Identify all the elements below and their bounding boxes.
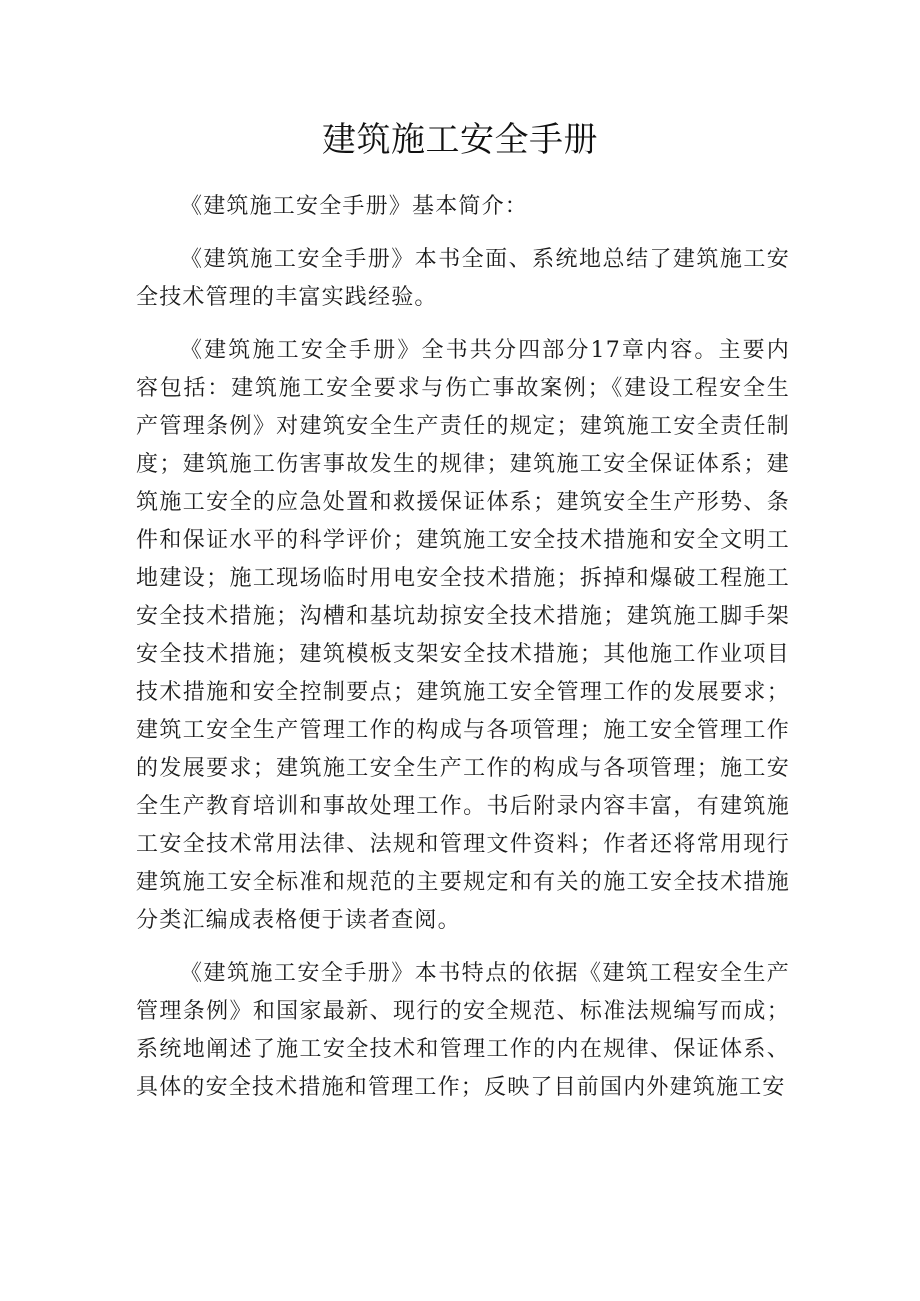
document-title: 建筑施工安全手册 bbox=[322, 120, 598, 160]
contents-paragraph: 《建筑施工安全手册》全书共分四部分17章内容。主要内容包括：建筑施工安全要求与伤亡事故案例；《建设工程安全生产管理条例》对建筑安全生产责任的规定；建筑施工安全责任制度；建筑施工伤害事故发生的规律；建筑施工安全保证体系；建筑施工安全的应急处置和救援保证体系；建筑安全生产形势、条件和保证水平的科学评价；建筑施工安全技术措施和安全文明工地建设；施工现场临时用电安全技术措施；拆掉和爆破工程施工安全技术措施；沟槽和基坑劫掠安全技术措施；建筑施工脚手架安全技术措施；建筑模板支架安全技术措施；其他施工作业项目技术措施和安全控制要点；建筑施工安全管理工作的发展要求；建筑工安全生产管理工作的构成与各项管理；施工安全管理工作的发展要求；建筑施工安全生产工作的构成与各项管理；施工安全生产教育培训和事故处理工作。书后附录内容丰富，有建筑施工安全技术常用法律、法规和管理文件资料；作者还将常用现行建筑施工安全标准和规范的主要规定和有关的施工安全技术措施分类汇编成表格便于读者查阅。 bbox=[136, 338, 790, 933]
document-body bbox=[136, 188, 790, 1122]
features-paragraph: 《建筑施工安全手册》本书特点的依据《建筑工程安全生产管理条例》和国家最新、现行的安全规范、标准法规编写而成；系统地阐述了施工安全技术和管理工作的内在规律、保证体系、具体的安全技术措施和管理工作；反映了目前国内外建筑施工安 bbox=[136, 961, 790, 1100]
summary-paragraph: 《建筑施工安全手册》本书全面、系统地总结了建筑施工安全技术管理的丰富实践经验。 bbox=[136, 247, 790, 310]
intro-heading-paragraph: 《建筑施工安全手册》基本简介： bbox=[180, 194, 529, 219]
